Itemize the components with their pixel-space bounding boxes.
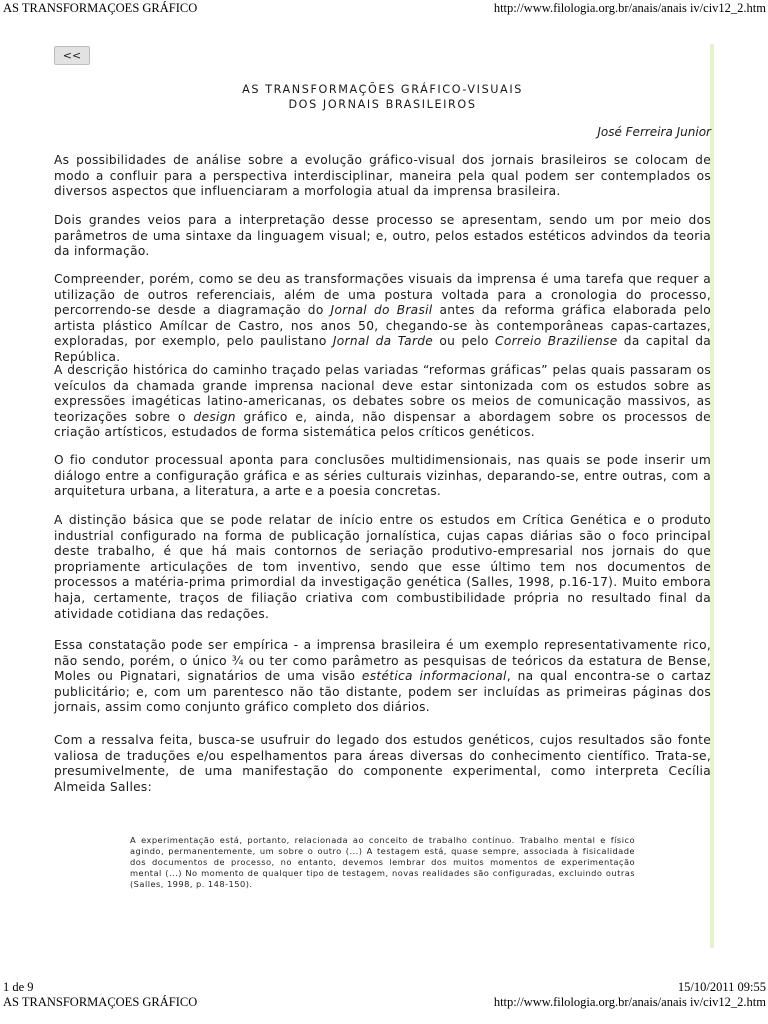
page-counter: 1 de 9 bbox=[3, 980, 34, 994]
print-header-title: AS TRANSFORMAÇOES GRÁFICO bbox=[3, 1, 198, 15]
paragraph-5: O fio condutor processual aponta para conclusões multidimensionais, nas quais se pode inserir um diálogo entre a configuração gráfica e as séries culturais vizinhas, deparando-se, entre outras, com a arquitetura urbana, a literatura, a arte e a poesia concretas. bbox=[54, 453, 711, 499]
newspaper-name: Correio Braziliense bbox=[495, 334, 618, 349]
print-header-url: http://www.filologia.org.br/anais/anais iv/civ12_2.htm bbox=[493, 995, 766, 1009]
paragraph-1: As possibilidades de análise sobre a evolução gráfico-visual dos jornais brasileiros se colocam de modo a confluir para a perspectiva interdisciplinar, maneira pela qual podem ser contemplados os diversos aspectos que influenciaram a morfologia atual da imprensa brasileira. bbox=[54, 153, 711, 199]
paragraph-3: Compreender, porém, como se deu as transformações visuais da imprensa é uma tarefa que requer a utilização de outros referenciais, além de uma postura voltada para a cronologia do processo, percorrendo-se desde a diagramação do Jornal do Brasil antes da reforma gráfica elaborada pelo artista plástico Amílcar de Castro, nos anos 50, chegando-se às contemporâneas capas-cartazes, exploradas, por exemplo, pelo paulistano Jornal da Tarde ou pelo Correio Braziliense da capital da República. bbox=[54, 272, 711, 364]
article-title bbox=[54, 82, 711, 112]
article-author: José Ferreira Junior bbox=[597, 125, 711, 139]
back-button[interactable]: << bbox=[54, 46, 90, 65]
print-header-title: AS TRANSFORMAÇOES GRÁFICO bbox=[3, 995, 198, 1009]
article-title-line2: DOS JORNAIS BRASILEIROS bbox=[288, 98, 477, 111]
newspaper-name: Jornal do Brasil bbox=[330, 303, 433, 318]
paragraph-7: Essa constatação pode ser empírica - a imprensa brasileira é um exemplo representativamente rico, não sendo, porém, o único ¾ ou ter como parâmetro as pesquisas de teóricos da estatura de Bense, Moles ou Pignatari, signatários de uma visão estética informacional, na qual encontra-se o cartaz publicitário; e, com um parentesco não tão distante, podem ser incluídas as primeiras páginas dos jornais, assim como conjunto gráfico completo dos diários. bbox=[54, 638, 712, 715]
emphasis-term: estética informacional bbox=[361, 669, 507, 684]
print-header-url: http://www.filologia.org.br/anais/anais iv/civ12_2.htm bbox=[493, 1, 766, 15]
article-title-line1: AS TRANSFORMAÇÕES GRÁFICO-VISUAIS bbox=[242, 83, 523, 96]
paragraph-8: Com a ressalva feita, busca-se usufruir do legado dos estudos genéticos, cujos resultados são fonte valiosa de traduções e/ou espelhamentos para áreas diversas do conhecimento científico. Trata-se, presumivelmente, de uma manifestação do componente experimental, como interpreta Cecília Almeida Salles: bbox=[54, 733, 711, 794]
paragraph-4: A descrição histórica do caminho traçado pelas variadas “reformas gráficas” pelas quais passaram os veículos da chamada grande imprensa nacional deve estar sintonizada com os estudos sobre as expressões imagéticas latino-americanas, os debates sobre os meios de comunicação massivos, as teorizações sobre o design gráfico e, ainda, não dispensar a abordagem sobre os processos de criação artísticos, estudados de forma sistemática pelos críticos genéticos. bbox=[54, 363, 711, 440]
paragraph-6: A distinção básica que se pode relatar de início entre os estudos em Crítica Genética e o produto industrial configurado na forma de publicação jornalística, cujas capas diárias são o foco principal deste trabalho, é que há mais contornos de seriação produtivo-empresarial nos jornais do que propriamente articulações de tom inventivo, sendo que esse último tem nos documentos de processos a matéria-prima primordial da investigação genética (Salles, 1998, p.16-17). Muito embora haja, certamente, traços de filiação criativa com combustibilidade própria no resultado final da atividade cotidiana das redações. bbox=[54, 513, 711, 621]
block-quote: A experimentação está, portanto, relacionada ao conceito de trabalho contínuo. Trabalho mental e físico agindo, permanentemente, um sobre o outro (...) A testagem está, quase sempre, associada à fisicalidade dos documentos de processo, no entanto, devemos lembrar dos muitos momentos de experimentação mental (...) No momento de qualquer tipo de testagem, novas realidades são configuradas, excluindo outras (Salles, 1998, p. 148-150). bbox=[130, 835, 635, 890]
emphasis-term: design bbox=[193, 409, 236, 424]
newspaper-name: Jornal da Tarde bbox=[332, 334, 434, 349]
print-datetime: 15/10/2011 09:55 bbox=[677, 980, 766, 994]
paragraph-2: Dois grandes veios para a interpretação desse processo se apresentam, sendo um por meio dos parâmetros de uma sintaxe da linguagem visual; e, outro, pelos estados estéticos advindos da teoria da informação. bbox=[54, 213, 711, 259]
